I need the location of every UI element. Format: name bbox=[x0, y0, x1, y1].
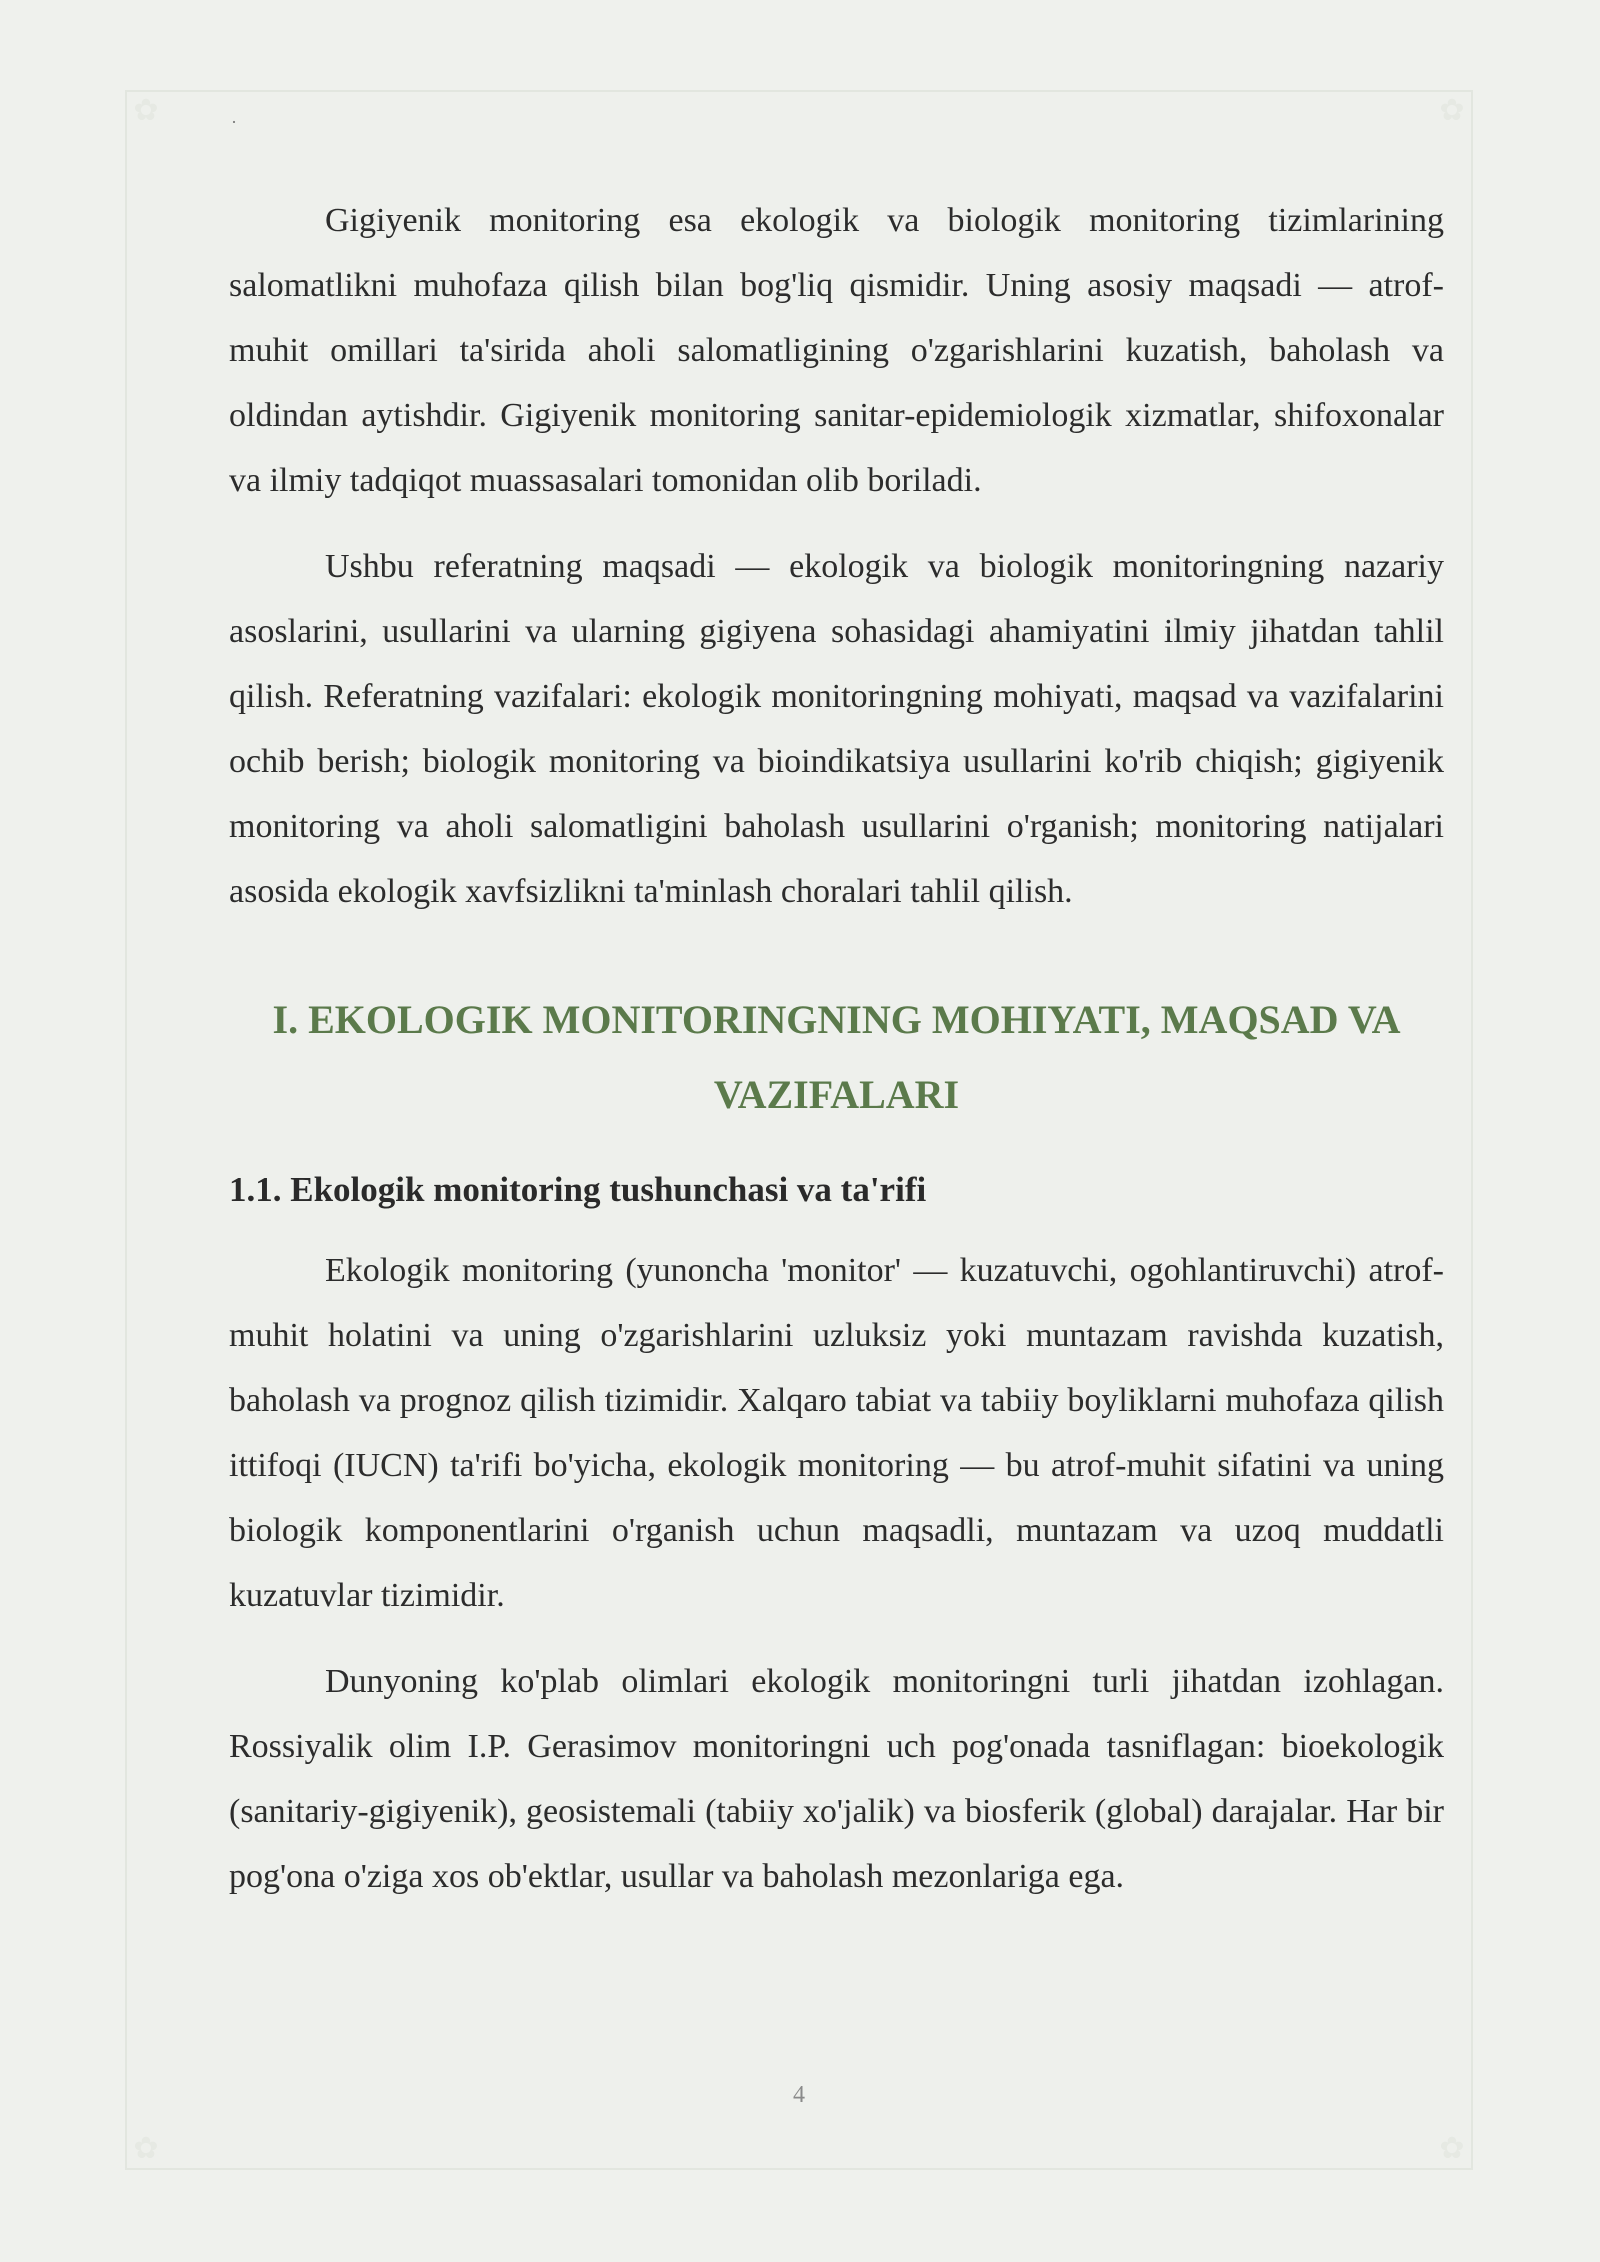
paragraph-ekologik-monitoring-tarifi: Ekologik monitoring (yunoncha 'monitor' — kuzatuvchi, ogohlantiruvchi) atrof-muhit holatini va uning o'zgarishlarini uzluksiz yoki muntazam ravishda kuzatish, baholash va prognoz qilish tizimidir. Xalqaro tabiat va tabiiy boyliklarni muhofaza qilish ittifoqi (IUCN) ta'rifi bo'yicha, ekologik monitoring — bu atrof-muhit sifatini va uning biologik komponentlarini o'rganish uchun maqsadli, muntazam va uzoq muddatli kuzatuvlar tizimidir. bbox=[229, 1252, 1444, 1614]
page-marker: · bbox=[231, 112, 237, 132]
paragraph-gigiyenik-monitoring: Gigiyenik monitoring esa ekologik va biologik monitoring tizimlarining salomatlikni muhofaza qilish bilan bog'liq qismidir. Uning asosiy maqsadi — atrof-muhit omillari ta'sirida aholi salomatligining o'zgarishlarini kuzatish, baholash va oldindan aytishdir. Gigiyenik monitoring sanitar-epidemiologik xizmatlar, shifoxonalar va ilmiy tadqiqot muassasalari tomonidan olib boriladi. bbox=[229, 202, 1444, 499]
document-page bbox=[125, 90, 1473, 2170]
corner-ornament-icon: ✿ bbox=[1439, 93, 1465, 128]
corner-ornament-icon: ✿ bbox=[133, 93, 159, 128]
document-body bbox=[229, 188, 1444, 1930]
subsection-heading: 1.1. Ekologik monitoring tushunchasi va ta'rifi bbox=[229, 1170, 927, 1209]
section-heading: I. EKOLOGIK MONITORINGNING MOHIYATI, MAQSAD VA VAZIFALARI bbox=[272, 997, 1401, 1117]
corner-ornament-icon: ✿ bbox=[133, 2131, 159, 2166]
corner-ornament-icon: ✿ bbox=[1439, 2131, 1465, 2166]
paragraph-referat-maqsadi: Ushbu referatning maqsadi — ekologik va biologik monitoringning nazariy asoslarini, usullarini va ularning gigiyena sohasidagi ahamiyatini ilmiy jihatdan tahlil qilish. Referatning vazifalari: ekologik monitoringning mohiyati, maqsad va vazifalarini ochib berish; biologik monitoring va bioindikatsiya usullarini ko'rib chiqish; gigiyenik monitoring va aholi salomatligini baholash usullarini o'rganish; monitoring natijalari asosida ekologik xavfsizlikni ta'minlash choralari tahlil qilish. bbox=[229, 548, 1444, 910]
paragraph-olimlar-izohi: Dunyoning ko'plab olimlari ekologik monitoringni turli jihatdan izohlagan. Rossiyalik olim I.P. Gerasimov monitoringni uch pog'onada tasniflagan: bioekologik (sanitariy-gigiyenik), geosistemali (tabiiy xo'jalik) va biosferik (global) darajalar. Har bir pog'ona o'ziga xos ob'ektlar, usullar va baholash mezonlariga ega. bbox=[229, 1663, 1444, 1895]
page-number: 4 bbox=[793, 2082, 805, 2108]
